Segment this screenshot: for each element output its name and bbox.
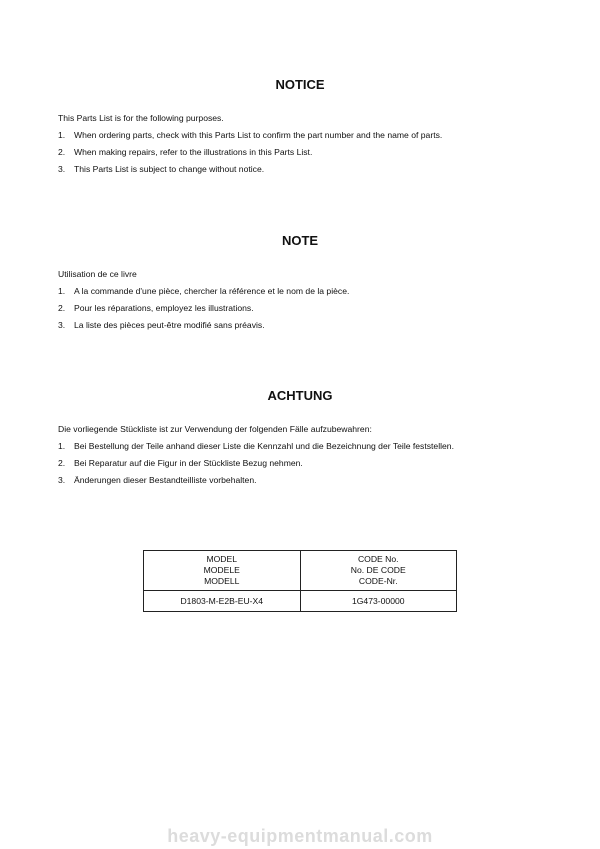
note-section [58,269,558,331]
code-header-de: CODE-Nr. [358,576,398,586]
achtung-section [58,424,578,486]
list-item [58,475,578,486]
item-number: 3. [58,320,66,330]
list-item [58,303,558,314]
item-number: 2. [58,303,66,313]
table-row [144,591,457,612]
item-text: Pour les réparations, employez les illustrations. [74,303,254,313]
item-number: 2. [58,147,66,157]
model-value-cell: D1803-M-E2B-EU-X4 [144,591,301,612]
item-number: 1. [58,286,66,296]
item-text: Bei Reparatur auf die Figur in der Stückliste Bezug nehmen. [74,458,303,468]
list-item [58,286,558,297]
list-item [58,130,558,141]
item-number: 1. [58,441,66,451]
list-item [58,320,558,331]
code-header-en: CODE No. [357,554,399,564]
table-header-row [144,551,457,591]
code-value-cell: 1G473-00000 [300,591,457,612]
model-header-cell [144,551,301,591]
code-header-fr: No. DE CODE [350,565,406,575]
footer-watermark: heavy-equipmentmanual.com [167,826,433,846]
notice-intro: This Parts List is for the following purposes. [58,113,224,123]
note-intro: Utilisation de ce livre [58,269,137,279]
list-item [58,147,558,158]
achtung-title: ACHTUNG [267,388,333,403]
item-text: Änderungen dieser Bestandteilliste vorbehalten. [74,475,257,485]
list-item [58,441,578,452]
item-number: 2. [58,458,66,468]
item-text: When ordering parts, check with this Parts List to confirm the part number and the name of parts. [74,130,443,140]
item-number: 1. [58,130,66,140]
item-text: When making repairs, refer to the illustrations in this Parts List. [74,147,313,157]
item-number: 3. [58,475,66,485]
code-header-cell [300,551,457,591]
model-header-en: MODEL [206,554,238,564]
item-text: A la commande d'une pièce, chercher la référence et le nom de la pièce. [74,286,350,296]
model-code-table [143,550,457,612]
list-item [58,164,558,175]
notice-section [58,113,558,175]
model-header-de: MODELL [204,576,240,586]
item-number: 3. [58,164,66,174]
item-text: This Parts List is subject to change without notice. [74,164,265,174]
list-item [58,458,578,469]
item-text: Bei Bestellung der Teile anhand dieser Liste die Kennzahl und die Bezeichnung der Teile feststellen. [74,441,454,451]
item-text: La liste des pièces peut-être modifié sans préavis. [74,320,265,330]
notice-title: NOTICE [275,77,325,92]
note-title: NOTE [281,233,319,248]
model-header-fr: MODELE [203,565,240,575]
achtung-intro: Die vorliegende Stückliste ist zur Verwendung der folgenden Fälle aufzubewahren: [58,424,372,434]
